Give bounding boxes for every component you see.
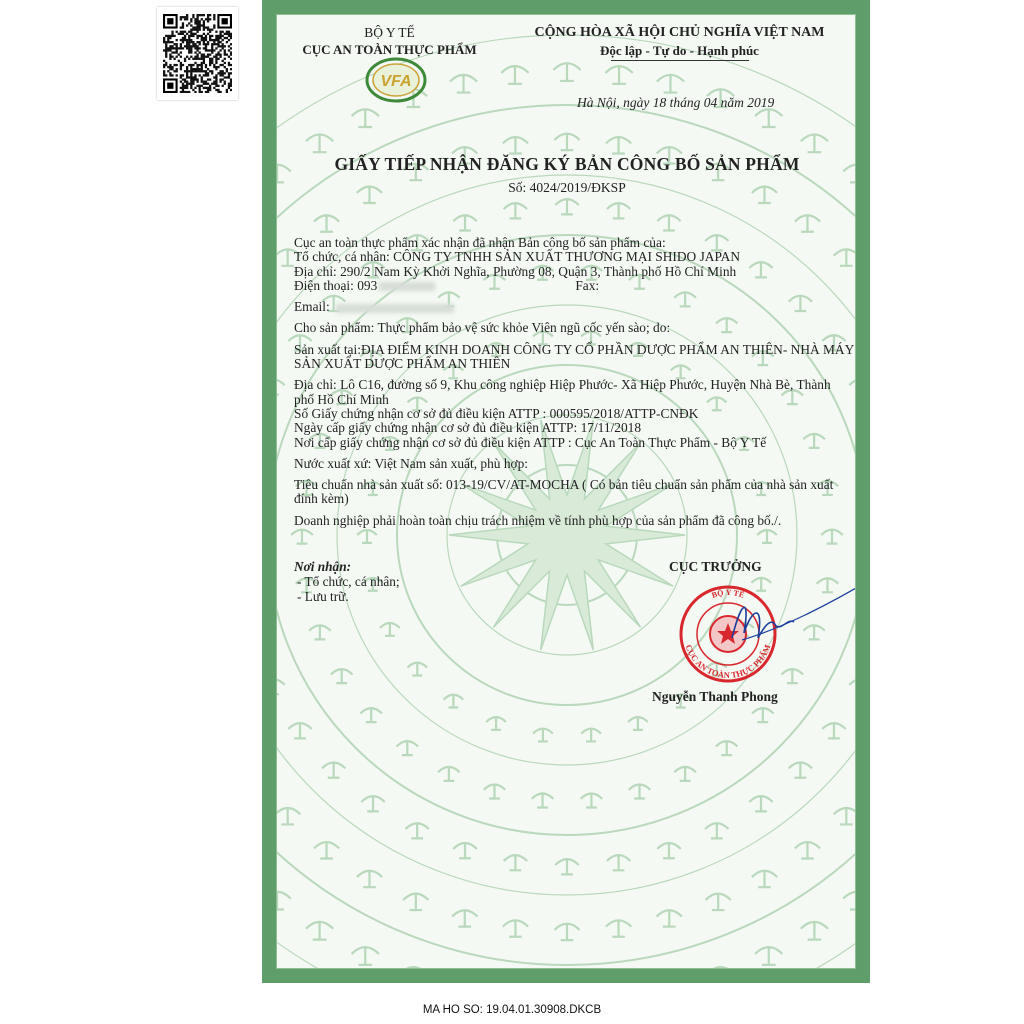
phone-fax-line <box>294 279 854 293</box>
qr-code <box>157 7 238 100</box>
manufacturer-address: Địa chỉ: Lô C16, đường số 9, Khu công nghiệp Hiệp Phước- Xã Hiệp Phước, Huyện Nhà Bè, Thành phố Hồ Chí Minh <box>294 377 831 407</box>
seal-top-text: BỘ Y TẾ <box>710 587 746 600</box>
recipients-block <box>294 559 400 604</box>
certificate-date: Ngày cấp giấy chứng nhận cơ sở đủ điều kiện ATTP: 17/11/2018 <box>294 420 642 436</box>
vfa-logo <box>363 55 429 105</box>
recipient-item: - Lưu trữ. <box>297 589 349 604</box>
intro-text: Cục an toàn thực phẩm xác nhận đã nhận Bản công bố sản phẩm của: <box>294 235 666 250</box>
product-line: Cho sản phẩm: Thực phẩm bảo vệ sức khỏe Viên ngũ cốc yến sào; do: <box>294 320 671 336</box>
recipient-item: - Tổ chức, cá nhân; <box>297 574 400 589</box>
email-line <box>294 300 854 314</box>
dossier-code: MA HO SO: 19.04.01.30908.DKCB <box>422 1004 602 1016</box>
organization-address: Địa chỉ: 290/2 Nam Kỳ Khởi Nghĩa, Phường 08, Quận 3, Thành phố Hồ Chí Minh <box>294 263 737 279</box>
department-name: CỤC AN TOÀN THỰC PHẨM <box>302 42 477 57</box>
seal-ring-text: CỤC AN TOÀN THỰC PHẨM <box>683 643 773 681</box>
manufacturer-line: Sản xuất tại:ĐỊA ĐIỂM KINH DOANH CÔNG TY CỔ PHẦN DƯỢC PHẨM AN THIÊN- NHÀ MÁY SẢN XUẤT DƯỢC PHẨM AN THIÊN <box>294 341 854 372</box>
document-title: GIẤY TIẾP NHẬN ĐĂNG KÝ BẢN CÔNG BỐ SẢN PHẨM <box>334 154 800 174</box>
email-redacted <box>336 304 454 313</box>
phone-label: Điện thoại: 093 <box>294 277 378 293</box>
place-and-date: Hà Nội, ngày 18 tháng 04 năm 2019 <box>577 95 775 110</box>
qr-code-pattern <box>163 14 232 93</box>
national-header <box>507 24 852 61</box>
responsibility-line: Doanh nghiệp phải hoàn toàn chịu trách nhiệm về tính phù hợp của sản phẩm đã công bố./. <box>294 512 782 528</box>
director-title: CỤC TRƯỞNG <box>669 559 762 574</box>
phone-redacted <box>379 282 435 291</box>
document-number: Số: 4024/2019/ĐKSP <box>508 180 626 195</box>
certificate-number: Số Giấy chứng nhận cơ sở đủ điều kiện ATTP : 000595/2018/ATTP-CNĐK <box>294 405 699 421</box>
certificate-paper <box>276 14 856 969</box>
document-body <box>294 236 854 528</box>
nation-name: CỘNG HÒA XÃ HỘI CHỦ NGHĨA VIỆT NAM <box>534 25 825 40</box>
official-seal <box>672 578 856 688</box>
national-motto: Độc lập - Tự do - Hạnh phúc <box>600 43 759 58</box>
origin-line: Nước xuất xứ: Việt Nam sản xuất, phù hợp: <box>294 455 529 471</box>
vfa-logo-text: VFA <box>380 73 412 90</box>
standard-line: Tiêu chuẩn nhà sản xuất số: 013-19/CV/AT-MOCHA ( Có bản tiêu chuẩn sản phẩm của nhà sản xuất đính kèm) <box>294 477 834 507</box>
certificate-issuer: Nơi cấp giấy chứng nhận cơ sở đủ điều kiện ATTP : Cục An Toàn Thực Phẩm - Bộ Y Tế <box>294 434 767 450</box>
email-label: Email: <box>294 299 330 315</box>
ministry-name: BỘ Y TẾ <box>364 25 415 40</box>
motto-underline <box>611 60 749 61</box>
issuer-header <box>287 24 492 58</box>
certificate-frame <box>262 0 870 983</box>
recipients-label: Nơi nhận: <box>294 559 352 574</box>
signer-name: Nguyễn Thanh Phong <box>652 689 778 704</box>
fax-label: Fax: <box>575 277 600 293</box>
organization-line: Tổ chức, cá nhân: CÔNG TY TNHH SẢN XUẤT THƯƠNG MẠI SHIDO JAPAN <box>294 249 741 265</box>
